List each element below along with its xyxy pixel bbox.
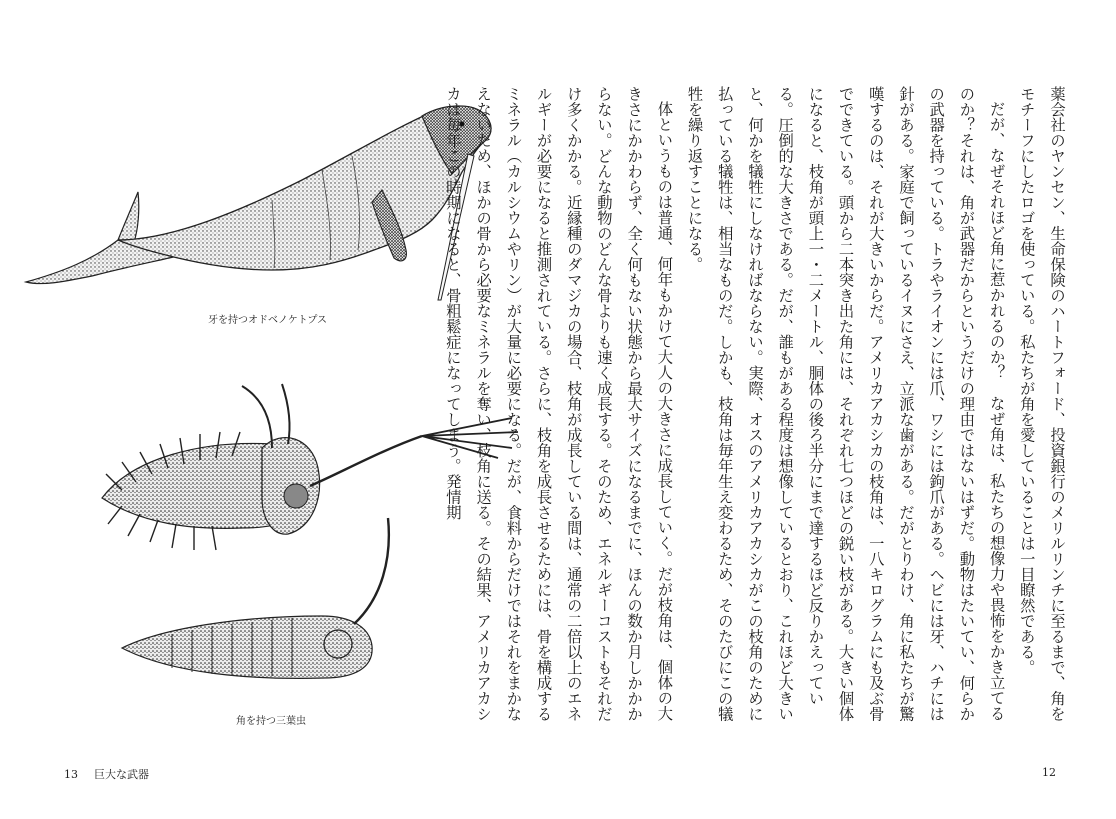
right-folio: [1042, 766, 1056, 779]
paragraph-1: 薬会社のヤンセン、生命保険のハートフォード、投資銀行のメリルリンチに至るまで、角をモチーフにしたロゴを使っている。私たちが角を愛していることは一目瞭然である。: [1017, 86, 1066, 722]
body-text: [443, 86, 1072, 736]
walrus-whale-illustration: [22, 90, 502, 315]
page-number-left: 13: [64, 768, 78, 781]
running-title: 巨大な武器: [94, 768, 149, 781]
figure-caption-top: 牙を持つオドベノケトプス: [208, 315, 327, 326]
page-number-right: 12: [1042, 766, 1056, 779]
paragraph-3: 体というものは普通、何年もかけて大人の大きさに成長していく。だが枝角は、個体の大きさにかかわらず、全く何もない状態から最大サイズになるまでに、ほんの数か月しかかからない。どんな動物のどんな骨よりも速く成長する。そのため、エネルギーコストもそれだけ多くかかる。近縁種のダマジカの場合、枝角が成長している間は、通常の二倍以上のエネルギーが必要になると推測されている。さらに、枝角を成長させるためには、骨を構成するミネラル（カルシウムやリン）が大量に必要になる。だが、食料からだけではそれをまかなえないため、ほかの骨から必要なミネラルを奪い、枝角に送る。その結果、アメリカアカシカは毎年この時期になると、骨粗鬆症になってしまう。発情期: [443, 86, 674, 722]
right-page: [443, 0, 1116, 819]
paragraph-2: だが、なぜそれほど角に惹かれるのか？ なぜ角は、私たちの想像力や畏怖をかき立てるのか？それは、角が武器だからというだけの理由ではないはずだ。動物はたいてい、何らかの武器を持っている。トラやライオンには爪、ワシには鉤爪がある。ヘビには牙、ハチには針がある。家庭で飼っているイヌにさえ、立派な歯がある。だがとりわけ、角に私たちが驚嘆するのは、それが大きいからだ。アメリカアカシカの枝角は、一八キログラムにも及ぶ骨でできている。頭から二本突き出た角には、それぞれ七つほどの鋭い枝がある。大きい個体になると、枝角が頭上一・二メートル、胴体の後ろ半分にまで達するほど反りかえっている。圧倒的な大きさである。だが、誰もがある程度は想像しているとおり、これほど大きいと、何かを犠牲にしなければならない。実際、オスのアメリカアカシカがこの枝角のために払っている犠牲は、相当なものだ。しかも、枝角は毎年生え変わるため、そのたびにこの犠牲を繰り返すことになる。: [685, 86, 1006, 722]
figure-caption-bottom: 角を持つ三葉虫: [236, 716, 306, 727]
left-folio: [64, 766, 149, 782]
